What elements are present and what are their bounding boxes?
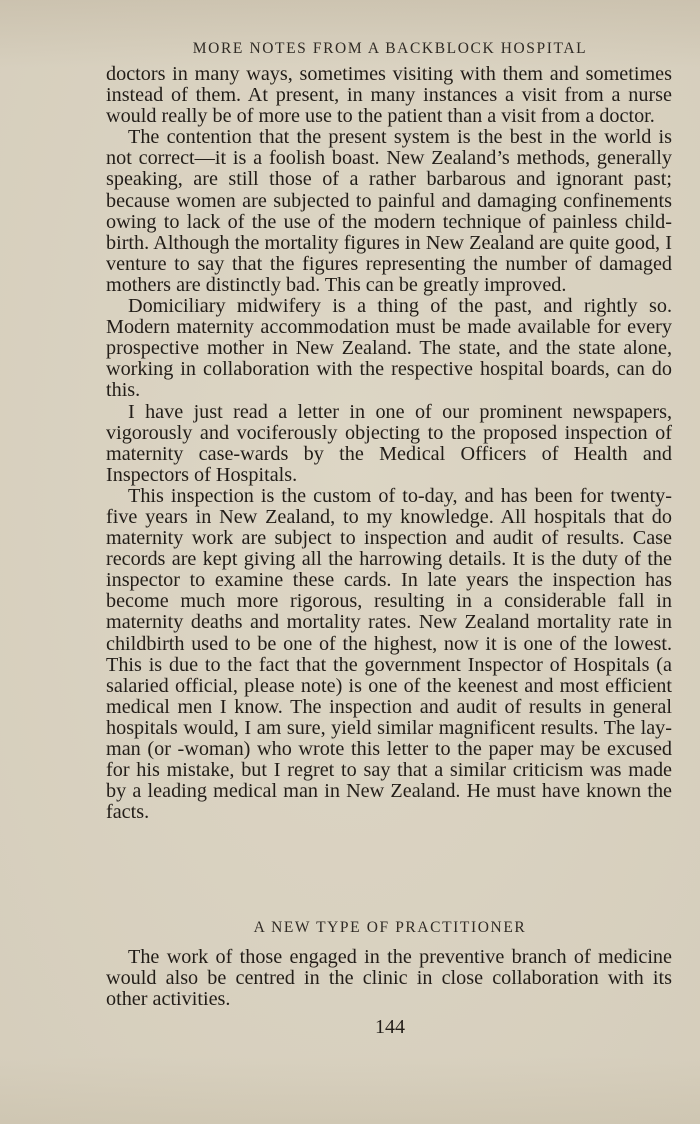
page-number: 144: [375, 1016, 405, 1038]
paragraph: The work of those engaged in the preventive branch of medicine would also be centred in the clinic in close collaboration with its other activities.: [106, 946, 672, 1011]
main-text: [106, 64, 672, 823]
section-heading: A NEW TYPE OF PRACTITIONER: [253, 919, 527, 936]
paragraph: This inspection is the custom of to-day, and has been for twenty-five years in New Zealand, to my knowledge. All hospitals that do maternity work are subject to inspection and audit of results. Case records are kept giving all the harrowing details. It is the duty of the inspector to examine these cards. In late years the inspection has become much more rigorous, resulting in a considerable fall in maternity deaths and mortality rates. New Zealand mortality rate in childbirth used to be one of the highest, now it is one of the lowest. This is due to the fact that the government Inspector of Hospitals (a salaried official, please note) is one of the keenest and most efficient medical men I know. The inspection and audit of results in general hospitals would, I am sure, yield similar magnificent results. The lay-man (or -woman) who wrote this letter to the paper may be excused for his mistake, but I regret to say that a similar criticism was made by a leading medical man in New Zealand. He must have known the facts.: [106, 484, 672, 824]
paragraph: The contention that the present system is the best in the world is not correct—it is a foolish boast. New Zealand’s methods, generally speaking, are still those of a rather barbarous and ignorant past; because women are subjected to painful and damaging confinements owing to lack of the use of the modern technique of painless child-birth. Although the mortality figures in New Zealand are quite good, I venture to say that the figures representing the number of damaged mothers are distinctly bad. This can be greatly improved.: [106, 126, 672, 296]
paragraph: Domiciliary midwifery is a thing of the past, and rightly so. Modern maternity accommodation must be made available for every prospective mother in New Zealand. The state, and the state alone, working in collaboration with the respective hospital boards, can do this.: [106, 295, 672, 402]
section-text: [106, 947, 672, 1010]
running-head: MORE NOTES FROM A BACKBLOCK HOSPITAL: [192, 40, 588, 57]
paragraph-continuation: doctors in many ways, sometimes visiting with them and sometimes instead of them. At present, in many instances a visit from a nurse would really be of more use to the patient than a visit from a doctor.: [106, 63, 672, 128]
paragraph: I have just read a letter in one of our prominent newspapers, vigorously and vociferously objecting to the proposed inspection of maternity case-wards by the Medical Officers of Health and Inspectors of Hospitals.: [106, 400, 672, 486]
